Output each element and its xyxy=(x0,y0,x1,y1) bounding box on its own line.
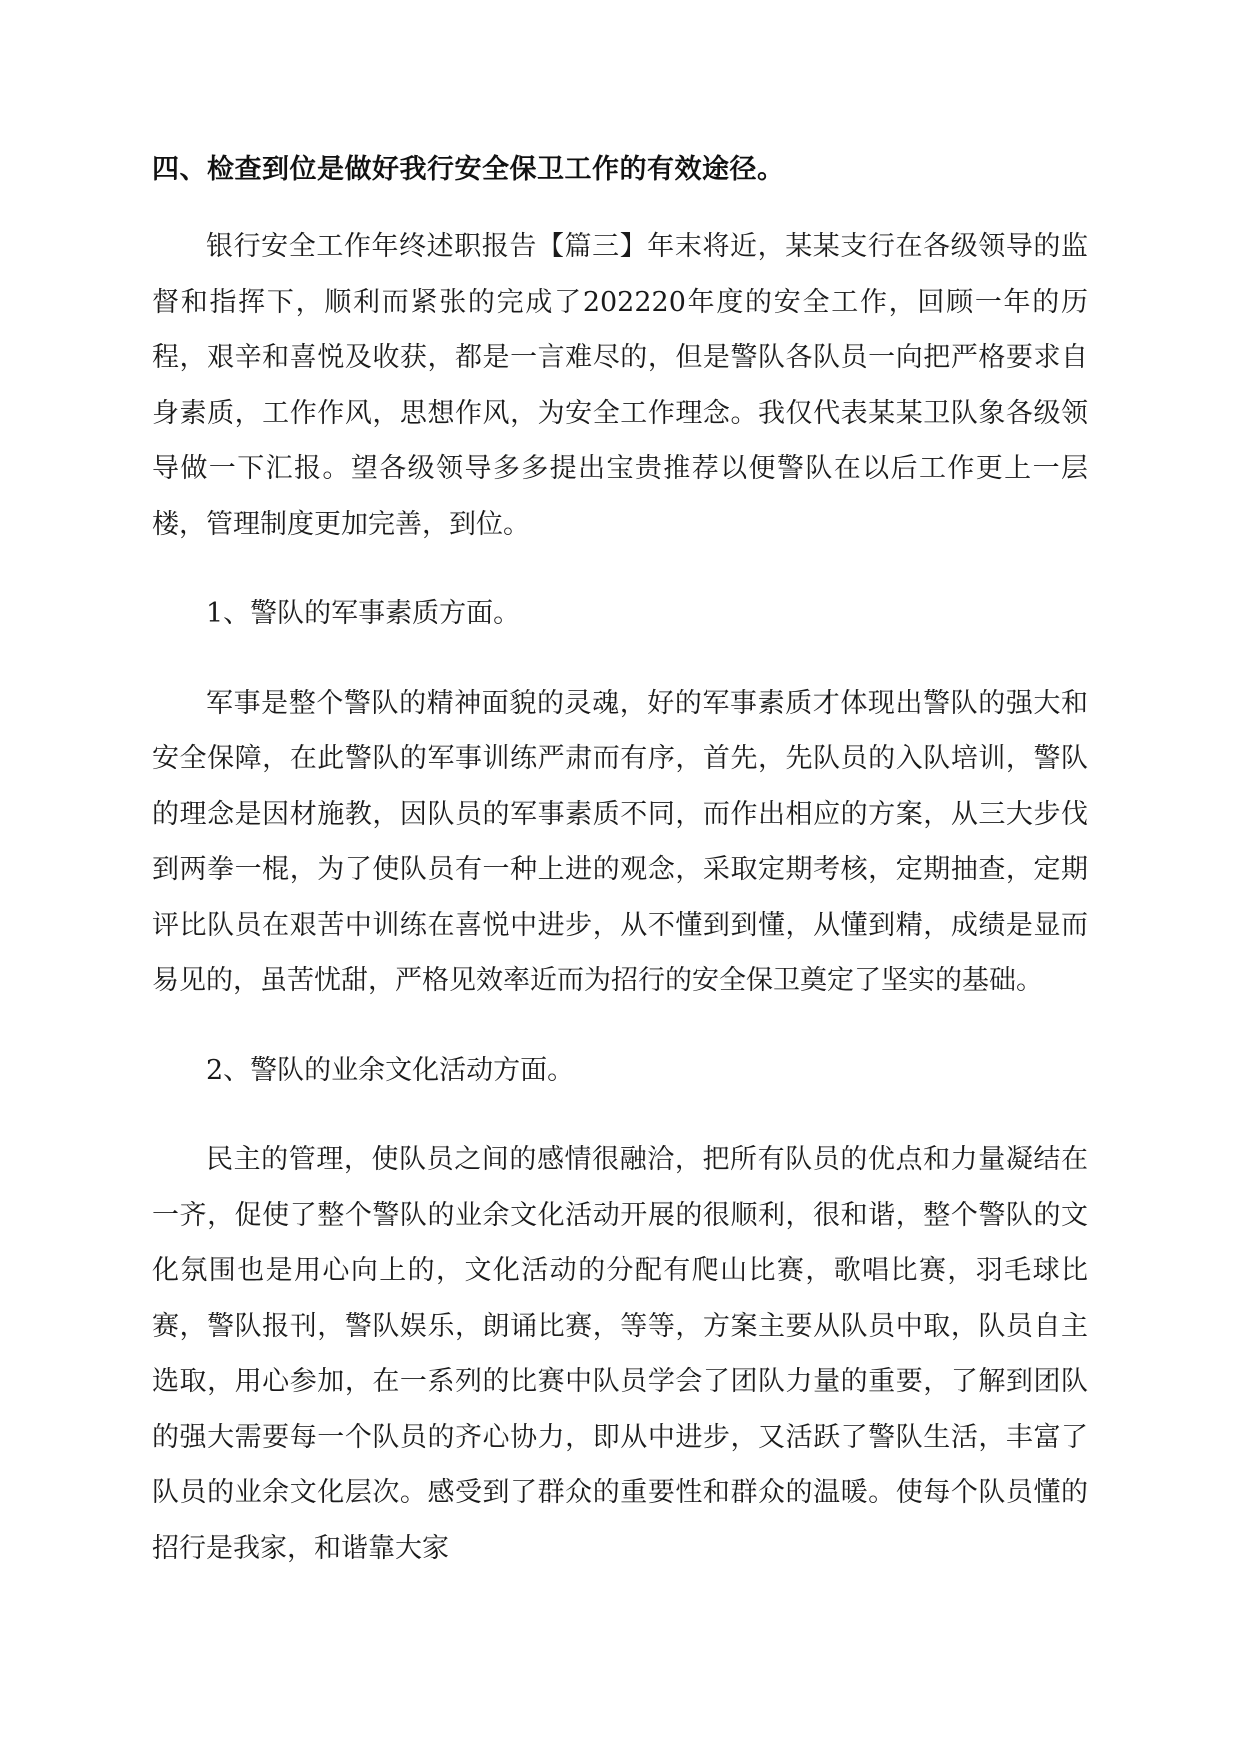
spacer xyxy=(152,642,1088,676)
paragraph-report-intro: 银行安全工作年终述职报告【篇三】年末将近，某某支行在各级领导的监督和指挥下，顺利而紧张的完成了202220年度的安全工作，回顾一年的历程，艰辛和喜悦及收获，都是一言难尽的，但是警队各队员一向把严格要求自身素质，工作作风，思想作风，为安全工作理念。我仅代表某某卫队象各级领导做一下汇报。望各级领导多多提出宝贵推荐以便警队在以后工作更上一层楼，管理制度更加完善，到位。 xyxy=(152,231,1088,540)
subheading-cultural-activities: 2、警队的业余文化活动方面。 xyxy=(206,1054,575,1086)
paragraph-military-quality: 军事是整个警队的精神面貌的灵魂，好的军事素质才体现出警队的强大和安全保障，在此警队的军事训练严肃而有序，首先，先队员的入队培训，警队的理念是因材施教，因队员的军事素质不同，而作出相应的方案，从三大步伐到两拳一棍，为了使队员有一种上进的观念，采取定期考核，定期抽查，定期评比队员在艰苦中训练在喜悦中进步，从不懂到到懂，从懂到精，成绩是显而易见的，虽苦忧甜，严格见效率近而为招行的安全保卫奠定了坚实的基础。 xyxy=(152,687,1088,996)
spacer xyxy=(152,194,1088,219)
spacer xyxy=(152,1098,1088,1132)
section-heading: 四、检查到位是做好我行安全保卫工作的有效途径。 xyxy=(152,154,785,185)
spacer xyxy=(152,552,1088,586)
paragraph-cultural-activities: 民主的管理，使队员之间的感情很融洽，把所有队员的优点和力量凝结在一齐，促使了整个警队的业余文化活动开展的很顺利，很和谐，整个警队的文化氛围也是用心向上的，文化活动的分配有爬山比赛，歌唱比赛，羽毛球比赛，警队报刊，警队娱乐，朗诵比赛，等等，方案主要从队员中取，队员自主选取，用心参加，在一系列的比赛中队员学会了团队力量的重要，了解到团队的强大需要每一个队员的齐心协力，即从中进步，又活跃了警队生活，丰富了队员的业余文化层次。感受到了群众的重要性和群众的温暖。使每个队员懂的招行是我家，和谐靠大家 xyxy=(152,1144,1088,1564)
spacer xyxy=(152,1009,1088,1043)
subheading-military-quality: 1、警队的军事素质方面。 xyxy=(206,598,521,629)
document-body xyxy=(152,146,1088,1576)
